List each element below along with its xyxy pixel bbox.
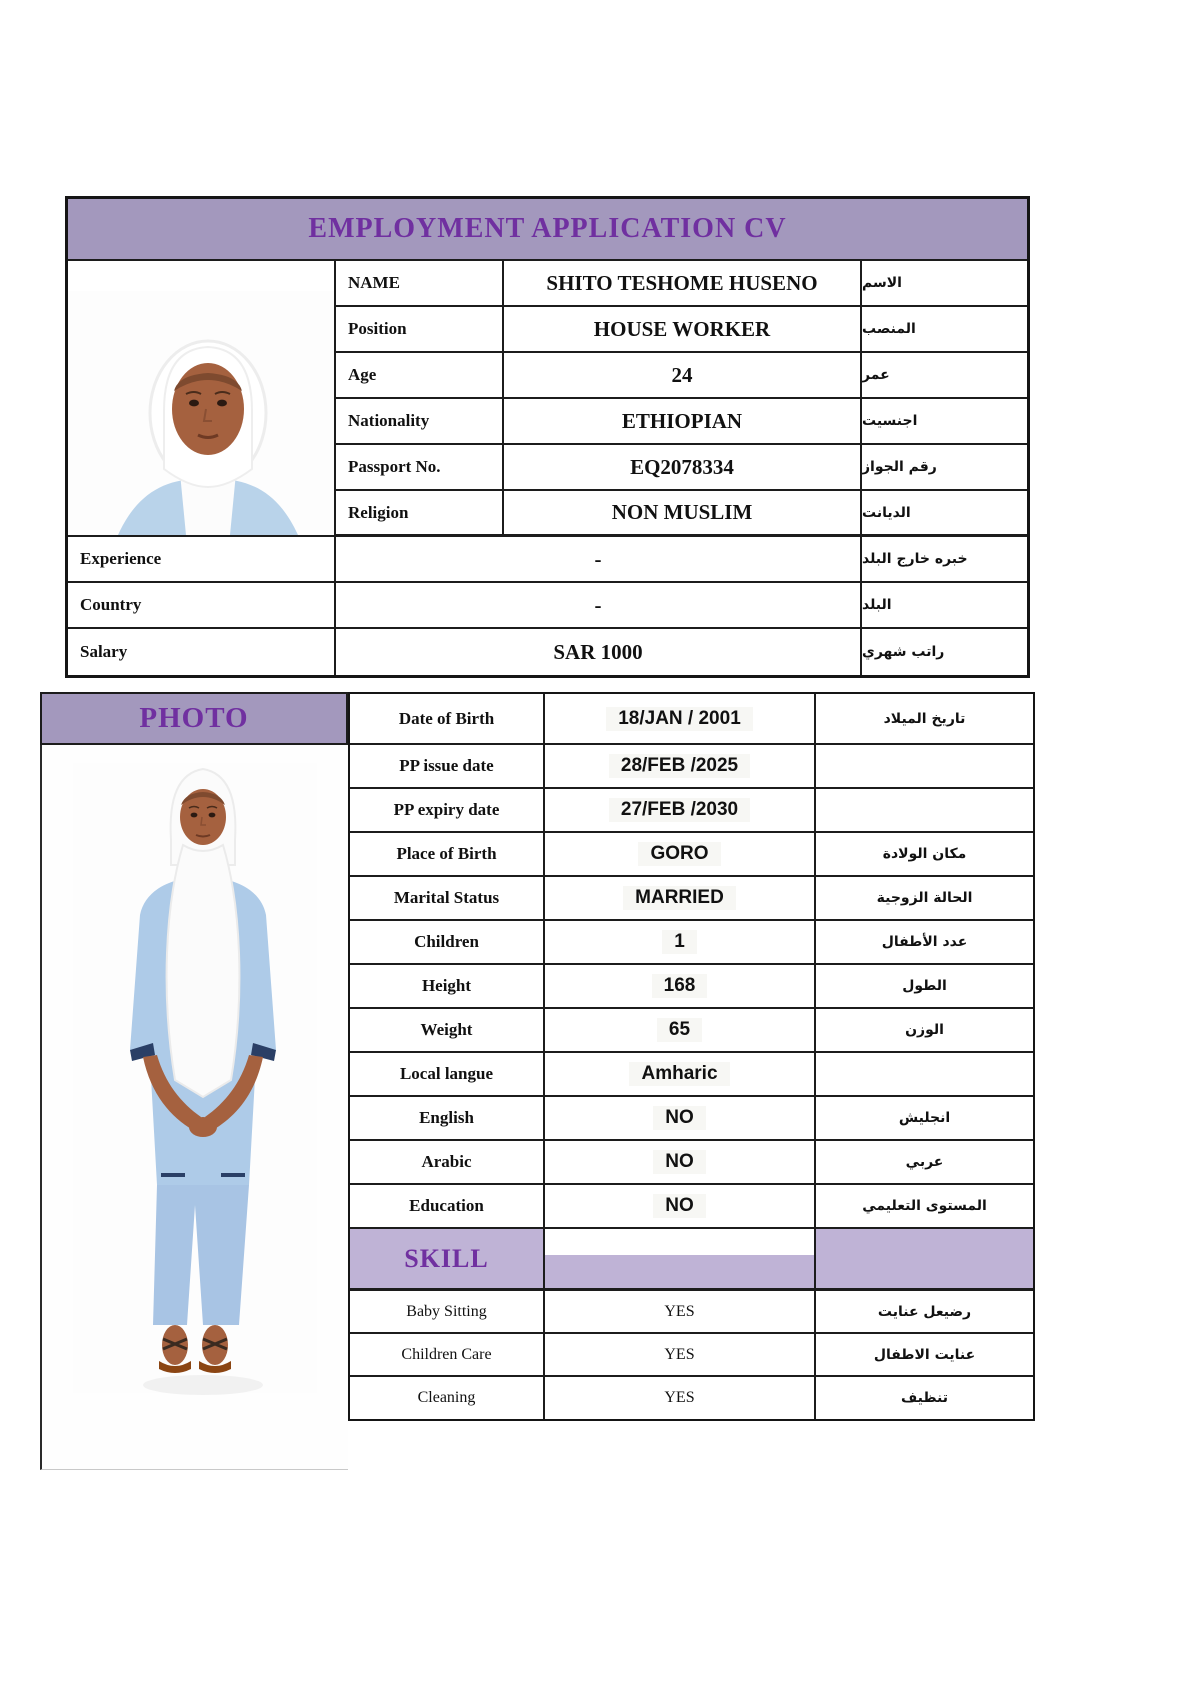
- field-label-marital: Marital Status: [350, 877, 545, 921]
- field-label-dob: Date of Birth: [350, 694, 545, 745]
- field-label-pp-issue: PP issue date: [350, 745, 545, 789]
- document-title-bar: [68, 199, 1027, 261]
- skill-arabic-cleaning: تنظيف: [901, 1390, 948, 1406]
- field-label-age: Age: [336, 353, 504, 399]
- children-value-text: 1: [662, 930, 697, 954]
- field-value-name: SHITO TESHOME HUSENO: [504, 261, 862, 307]
- skill-arabic-baby-sitting: رضيعل عنايت: [816, 1291, 1033, 1334]
- field-label-pp-expiry: PP expiry date: [350, 789, 545, 833]
- field-value-education: [545, 1185, 816, 1229]
- field-label-salary: Salary: [68, 629, 336, 675]
- pob-value-text: GORO: [638, 842, 720, 866]
- field-arabic-name: الاسم: [862, 261, 1027, 307]
- field-value-pob: [545, 833, 816, 877]
- applicant-details-table: [348, 692, 1035, 1421]
- field-label-religion: Religion: [336, 491, 504, 537]
- skill-header-middle-cell: [545, 1229, 816, 1291]
- field-value-arabic-lang: [545, 1141, 816, 1185]
- field-label-pob: Place of Birth: [350, 833, 545, 877]
- field-label-local-language: Local langue: [350, 1053, 545, 1097]
- field-value-marital: [545, 877, 816, 921]
- local-language-value-text: Amharic: [629, 1062, 729, 1086]
- english-value-text: NO: [653, 1106, 706, 1130]
- field-arabic-religion: الديانت: [862, 491, 1027, 537]
- field-arabic-local-language: [816, 1053, 1033, 1097]
- skill-value-baby-sitting: YES: [545, 1291, 816, 1334]
- education-value-text: NO: [653, 1194, 706, 1218]
- field-arabic-experience: خبره خارج البلد: [862, 537, 1027, 583]
- skill-arabic-children-care: عنايت الاطفال: [816, 1334, 1033, 1377]
- photo-column: [40, 692, 348, 1470]
- field-arabic-marital: الحالة الزوجية: [816, 877, 1033, 921]
- field-value-weight: [545, 1009, 816, 1053]
- field-label-experience: Experience: [68, 537, 336, 583]
- pp-expiry-value-text: 27/FEB /2030: [609, 798, 750, 822]
- skill-value-cleaning: YES: [545, 1377, 816, 1419]
- field-value-local-language: [545, 1053, 816, 1097]
- field-arabic-age: عمر: [862, 353, 1027, 399]
- field-value-position: HOUSE WORKER: [504, 307, 862, 353]
- field-arabic-weight: الوزن: [816, 1009, 1033, 1053]
- field-label-nationality: Nationality: [336, 399, 504, 445]
- field-value-age: 24: [504, 353, 862, 399]
- field-value-dob: [545, 694, 816, 745]
- applicant-fullbody-photo: [43, 745, 347, 1468]
- field-label-passport: Passport No.: [336, 445, 504, 491]
- field-arabic-pob: مكان الولادة: [816, 833, 1033, 877]
- field-arabic-salary: راتب شهري: [862, 644, 945, 660]
- field-arabic-position: المنصب: [862, 307, 1027, 353]
- field-arabic-education: المستوى التعليمي: [816, 1185, 1033, 1229]
- skill-section-header: [350, 1229, 545, 1291]
- field-arabic-children: عدد الأطفال: [816, 921, 1033, 965]
- summary-grid: [68, 261, 1027, 675]
- height-value-text: 168: [652, 974, 708, 998]
- arabic-lang-value-text: NO: [653, 1150, 706, 1174]
- field-label-education: Education: [350, 1185, 545, 1229]
- skill-value-children-care: YES: [545, 1334, 816, 1377]
- field-arabic-dob: تاريخ الميلاد: [816, 694, 1033, 745]
- field-label-children: Children: [350, 921, 545, 965]
- skill-label-children-care: Children Care: [350, 1334, 545, 1377]
- field-label-country: Country: [68, 583, 336, 629]
- field-value-nationality: ETHIOPIAN: [504, 399, 862, 445]
- field-arabic-english: انجليش: [816, 1097, 1033, 1141]
- field-value-salary: SAR 1000: [336, 629, 862, 675]
- applicant-headshot-photo: [68, 291, 334, 535]
- skill-middle-purple-strip: [545, 1255, 814, 1288]
- field-value-passport: EQ2078334: [504, 445, 862, 491]
- fullbody-photo-cell: [40, 745, 348, 1470]
- skill-header-label: SKILL: [404, 1243, 489, 1273]
- field-value-religion: NON MUSLIM: [504, 491, 862, 537]
- field-label-height: Height: [350, 965, 545, 1009]
- field-value-pp-expiry: [545, 789, 816, 833]
- photo-header-label: PHOTO: [139, 702, 249, 734]
- field-value-children: [545, 921, 816, 965]
- pp-issue-value-text: 28/FEB /2025: [609, 754, 750, 778]
- field-value-pp-issue: [545, 745, 816, 789]
- field-label-arabic-lang: Arabic: [350, 1141, 545, 1185]
- field-label-english: English: [350, 1097, 545, 1141]
- skill-middle-white-strip: [545, 1229, 814, 1255]
- field-value-height: [545, 965, 816, 1009]
- field-value-country: -: [336, 583, 862, 629]
- field-arabic-pp-expiry: [816, 789, 1033, 833]
- field-value-english: [545, 1097, 816, 1141]
- marital-value-text: MARRIED: [623, 886, 736, 910]
- field-arabic-nationality: اجنسيت: [862, 399, 1027, 445]
- headshot-photo-cell: [68, 261, 336, 537]
- applicant-summary-table: [65, 196, 1030, 678]
- weight-value-text: 65: [657, 1018, 702, 1042]
- field-arabic-arabic-lang: عربي: [816, 1141, 1033, 1185]
- field-label-position: Position: [336, 307, 504, 353]
- field-label-weight: Weight: [350, 1009, 545, 1053]
- dob-value-text: 18/JAN / 2001: [606, 707, 753, 731]
- skill-header-arabic-cell: [816, 1229, 1033, 1291]
- field-arabic-pp-issue: [816, 745, 1033, 789]
- field-label-name: NAME: [336, 261, 504, 307]
- skill-label-baby-sitting: Baby Sitting: [350, 1291, 545, 1334]
- field-arabic-height: الطول: [816, 965, 1033, 1009]
- field-arabic-country: البلد: [862, 583, 1027, 629]
- document-title: EMPLOYMENT APPLICATION CV: [308, 213, 787, 244]
- photo-section-header: [40, 692, 348, 745]
- skill-label-cleaning: Cleaning: [350, 1377, 545, 1419]
- field-arabic-passport: رقم الجواز: [862, 445, 1027, 491]
- field-value-experience: -: [336, 537, 862, 583]
